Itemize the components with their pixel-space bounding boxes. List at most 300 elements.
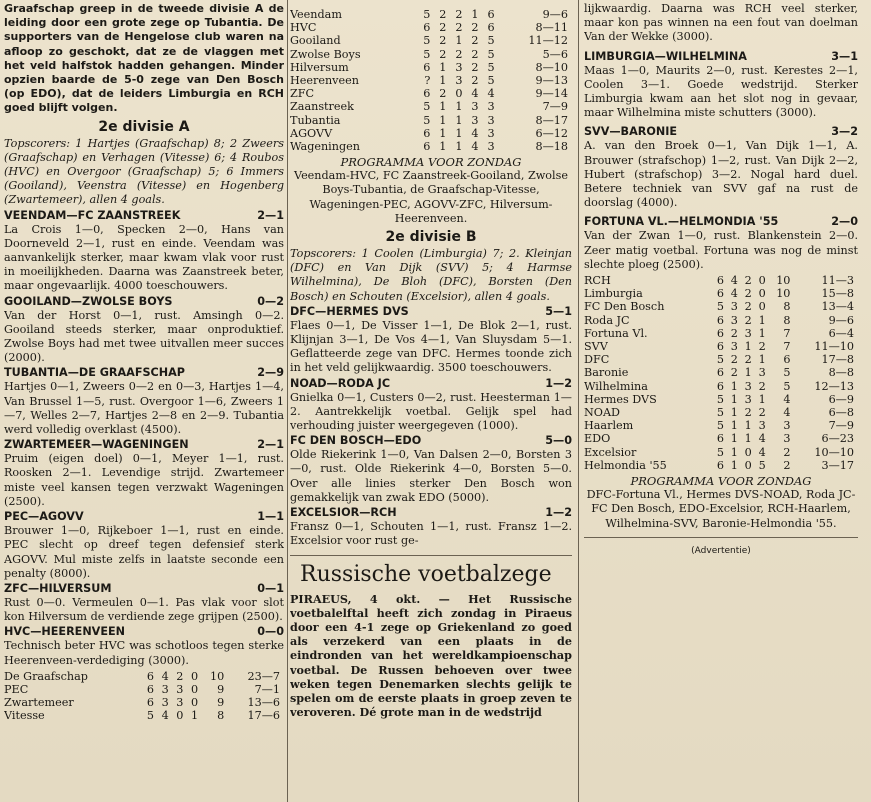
standings-value: 2 bbox=[176, 669, 184, 683]
team-name: Hermes DVS bbox=[584, 392, 657, 406]
match-text: Fransz 0—1, Schouten 1—1, rust. Fransz 1—2. Excelsior voor rust ge- bbox=[290, 520, 572, 548]
team-name: Hilversum bbox=[290, 60, 349, 74]
standings-value: 0 bbox=[758, 300, 766, 314]
match-teams: EXCELSIOR—RCH bbox=[290, 506, 397, 520]
standings-value: 1 bbox=[730, 392, 738, 406]
standings-row bbox=[584, 353, 854, 366]
standings-value: 3 bbox=[730, 313, 738, 327]
standings-value: 3 bbox=[758, 419, 766, 433]
standings-value: 3 bbox=[455, 74, 463, 88]
standings-value: 10 bbox=[776, 287, 791, 301]
match-report bbox=[584, 49, 858, 121]
standings-value: 6 bbox=[487, 8, 495, 21]
match-teams: FC DEN BOSCH—EDO bbox=[290, 434, 422, 448]
standings-value: 6 bbox=[146, 696, 155, 710]
standings-value: 2 bbox=[730, 326, 738, 340]
team-name: Roda JC bbox=[584, 313, 630, 327]
standings-value: 6 bbox=[423, 60, 431, 74]
standings-value: 2 bbox=[730, 366, 738, 380]
match-score: 1—1 bbox=[257, 510, 284, 524]
standings-row bbox=[290, 127, 568, 140]
match-text: Technisch beter HVC was schotloos tegen sterke Heerenveen-verdediging (3000). bbox=[4, 639, 284, 667]
standings-value: 2 bbox=[439, 47, 447, 61]
standings-value: 2 bbox=[471, 21, 479, 35]
standings-value: 4 bbox=[730, 274, 738, 288]
team-name: RCH bbox=[584, 274, 611, 288]
standings-value: 0 bbox=[744, 458, 752, 472]
team-name: AGOVV bbox=[290, 126, 333, 140]
standings-value: 5 bbox=[487, 47, 495, 61]
standings-row bbox=[290, 74, 568, 87]
standings-value: 5 bbox=[146, 709, 155, 723]
article-headline: Russische voetbalzege bbox=[300, 561, 552, 587]
standings-value: 11—3 bbox=[821, 274, 854, 288]
standings-value: 3 bbox=[161, 682, 169, 696]
team-name: Wageningen bbox=[290, 140, 360, 154]
standings-value: 7 bbox=[783, 326, 791, 340]
standings-value: 3 bbox=[758, 366, 766, 380]
standings-value: 2 bbox=[455, 47, 463, 61]
team-name: PEC bbox=[4, 682, 29, 696]
standings-value: 8—8 bbox=[828, 366, 854, 380]
standings-value: 1 bbox=[758, 353, 766, 367]
standings-value: 9 bbox=[217, 682, 225, 696]
match-text: Gnielka 0—1, Custers 0—2, rust. Heesterman 1—2. Aantrekkelijk voetbal. Gelijk spel had verhouding juister weergegeven (1000). bbox=[290, 390, 572, 433]
standings-row bbox=[584, 300, 854, 313]
standings-value: 5 bbox=[423, 113, 431, 127]
team-name: ZFC bbox=[290, 87, 315, 101]
team-name: Wilhelmina bbox=[584, 379, 648, 393]
standings-value: 4 bbox=[758, 432, 766, 446]
match-teams: GOOILAND—ZWOLSE BOYS bbox=[4, 294, 173, 308]
standings-value: 3 bbox=[730, 340, 738, 354]
standings-value: 6 bbox=[716, 313, 725, 327]
standings-value: 8 bbox=[783, 300, 791, 314]
match-score: 2—1 bbox=[257, 438, 284, 452]
standings-value: 8—18 bbox=[535, 140, 568, 154]
standings-value: 4 bbox=[471, 140, 479, 154]
standings-value: 1 bbox=[744, 419, 752, 433]
standings-value: 6 bbox=[716, 432, 725, 446]
standings-value: 6—8 bbox=[828, 406, 854, 420]
article-divider bbox=[290, 555, 572, 556]
standings-value: 4 bbox=[730, 287, 738, 301]
match-teams: ZWARTEMEER—WAGENINGEN bbox=[4, 438, 189, 452]
column-rule bbox=[578, 0, 579, 802]
standings-row bbox=[290, 100, 568, 113]
topscorers: Topscorers: 1 Hartjes (Graafschap) 8; 2 Zweers (Graafschap) en Verhagen (Vitesse) 6; 4 Roubos (HVC) en Overgoor (Graafschap) 5; 6 Immers (Gooiland), Veenstra (Vitesse) en Hogenberg (Zwartemeer), allen 4 goals. bbox=[4, 136, 284, 207]
standings-value: 5 bbox=[423, 34, 431, 48]
standings-row bbox=[584, 419, 854, 432]
team-name: HVC bbox=[290, 21, 317, 35]
match-report bbox=[290, 376, 572, 434]
team-name: DFC bbox=[584, 353, 610, 367]
standings-value: 6 bbox=[716, 366, 725, 380]
standings-value: 8—11 bbox=[535, 21, 568, 35]
programma-text: DFC-Fortuna Vl., Hermes DVS-NOAD, Roda JC-FC Den Bosch, EDO-Excelsior, RCH-Haarlem, Wilhelmina-SVV, Baronie-Helmondia '55. bbox=[586, 488, 856, 530]
standings-value: 4 bbox=[487, 87, 495, 101]
standings-value: 2 bbox=[758, 379, 766, 393]
standings-row bbox=[290, 21, 568, 34]
programma-heading: PROGRAMMA VOOR ZONDAG bbox=[340, 155, 522, 170]
team-name: Haarlem bbox=[584, 419, 634, 433]
standings-value: 10 bbox=[210, 669, 225, 683]
standings-value: 2 bbox=[744, 313, 752, 327]
standings-value: 5—6 bbox=[542, 47, 568, 61]
standings-value: 0 bbox=[744, 445, 752, 459]
standings-value: 5 bbox=[716, 392, 725, 406]
standings-value: 11—12 bbox=[528, 34, 568, 48]
team-name: Gooiland bbox=[290, 34, 341, 48]
standings-value: 3 bbox=[487, 100, 495, 114]
standings-value: 3—17 bbox=[821, 458, 854, 472]
standings-value: 6 bbox=[146, 669, 155, 683]
topscorers: Topscorers: 1 Coolen (Limburgia) 7; 2. Kleinjan (DFC) en Van Dijk (SVV) 5; 4 Harmse Wilhelmina), De Bloh (DFC), Borsten (Den Bosch) en Schouten (Excelsior), allen 4 goals. bbox=[290, 247, 572, 303]
section-title: 2e divisie A bbox=[98, 118, 190, 135]
column-3 bbox=[584, 0, 858, 556]
match-teams: LIMBURGIA—WILHELMINA bbox=[584, 49, 747, 63]
standings-row bbox=[290, 61, 568, 74]
match-text: A. van den Broek 0—1, Van Dijk 1—1, A. Brouwer (strafschop) 1—2, rust. Van Dijk 2—2, Hubert (strafschop) 3—2. Nogal hard duel. Betere techniek van SVV gaf na rust de doorslag (4000). bbox=[584, 139, 858, 210]
match-text: Flaes 0—1, De Visser 1—1, De Blok 2—1, rust. Klijnjan 3—1, De Vos 4—1, Van Sluysdam 5—1. Geflatteerde zege van DFC. Hermes toonde zich in het veld gelijkwaardig. 3500 toeschouwers. bbox=[290, 318, 572, 375]
standings-value: 2 bbox=[744, 353, 752, 367]
standings-row bbox=[584, 314, 854, 327]
standings-value: 1 bbox=[758, 326, 766, 340]
standings-value: 1 bbox=[730, 419, 738, 433]
advert-label: (Advertentie) bbox=[691, 545, 751, 556]
standings-value: 3 bbox=[487, 140, 495, 154]
standings-value: 1 bbox=[758, 313, 766, 327]
team-name: NOAD bbox=[584, 406, 621, 420]
standings-value: 9—6 bbox=[828, 313, 854, 327]
standings-value: 3 bbox=[176, 696, 184, 710]
standings-value: 3 bbox=[471, 100, 479, 114]
standings-value: 6 bbox=[423, 21, 431, 35]
standings-value: 9 bbox=[217, 696, 225, 710]
standings-row bbox=[4, 696, 280, 709]
standings-row bbox=[290, 140, 568, 153]
standings-row bbox=[584, 340, 854, 353]
team-name: Zaanstreek bbox=[290, 100, 354, 114]
standings-value: 5 bbox=[487, 34, 495, 48]
standings-value: 3 bbox=[487, 113, 495, 127]
standings-value: 0 bbox=[455, 87, 463, 101]
match-score: 2—0 bbox=[831, 215, 858, 229]
standings-row bbox=[290, 114, 568, 127]
standings-value: 6—4 bbox=[828, 326, 854, 340]
column-2 bbox=[290, 0, 572, 719]
standings-value: 3 bbox=[744, 392, 752, 406]
standings-value: 6 bbox=[716, 379, 725, 393]
match-score: 1—2 bbox=[545, 506, 572, 520]
standings-value: 8 bbox=[783, 313, 791, 327]
standings-value: 3 bbox=[161, 696, 169, 710]
standings-value: 1 bbox=[744, 340, 752, 354]
match-teams: PEC—AGOVV bbox=[4, 510, 84, 524]
standings-value: 2 bbox=[758, 406, 766, 420]
standings-value: 1 bbox=[439, 126, 447, 140]
standings-value: 1 bbox=[744, 366, 752, 380]
standings-value: 6 bbox=[716, 458, 725, 472]
standings-value: 3 bbox=[783, 419, 791, 433]
standings-value: 7 bbox=[783, 340, 791, 354]
standings-row bbox=[290, 87, 568, 100]
ad-divider bbox=[584, 537, 858, 538]
match-report bbox=[290, 505, 572, 548]
standings-value: 13—4 bbox=[821, 300, 854, 314]
programma-heading: PROGRAMMA VOOR ZONDAG bbox=[630, 474, 812, 489]
standings-value: 8—10 bbox=[535, 60, 568, 74]
standings-row bbox=[584, 274, 854, 287]
standings-value: 5 bbox=[423, 100, 431, 114]
standings-value: 3 bbox=[176, 682, 184, 696]
team-name: Veendam bbox=[290, 8, 342, 21]
match-teams: NOAD—RODA JC bbox=[290, 376, 391, 390]
standings-value: 4 bbox=[783, 406, 791, 420]
standings-value: 2 bbox=[439, 21, 447, 35]
standings-value: 3 bbox=[487, 126, 495, 140]
match-teams: FORTUNA VL.—HELMONDIA '55 bbox=[584, 215, 779, 229]
standings-value: 5 bbox=[716, 419, 725, 433]
standings-value: 4 bbox=[471, 87, 479, 101]
standings-value: 6 bbox=[783, 353, 791, 367]
match-text: Rust 0—0. Vermeulen 0—1. Pas vlak voor slot kon Hilversum de verdiende zege grijpen (2500). bbox=[4, 595, 284, 624]
standings-value: 2 bbox=[744, 406, 752, 420]
standings-value: 8—17 bbox=[535, 113, 568, 127]
match-report bbox=[584, 214, 858, 272]
standings-value: 1 bbox=[439, 100, 447, 114]
match-score: 2—9 bbox=[257, 366, 284, 380]
match-score: 0—0 bbox=[257, 625, 284, 639]
standings-value: 2 bbox=[455, 21, 463, 35]
match-score: 2—1 bbox=[257, 208, 284, 222]
standings-value: 9—13 bbox=[535, 74, 568, 88]
match-text: Pruim (eigen doel) 0—1, Meyer 1—1, rust. Roosken 2—1. Levendige strijd. Zwartemeer miste veel kansen tegen verzwakt Wageningen (2500). bbox=[4, 452, 284, 508]
team-name: Excelsior bbox=[584, 445, 637, 459]
standings-value: 4 bbox=[161, 669, 169, 683]
match-score: 1—2 bbox=[545, 376, 572, 390]
match-report bbox=[290, 304, 572, 376]
standings-value: 5 bbox=[758, 458, 766, 472]
team-name: Tubantia bbox=[290, 113, 341, 127]
standings-value: 1 bbox=[730, 379, 738, 393]
match-report bbox=[4, 365, 284, 437]
standings-value: 6 bbox=[716, 326, 725, 340]
match-score: 0—1 bbox=[257, 581, 284, 595]
standings-row bbox=[290, 48, 568, 61]
standings-value: 1 bbox=[455, 113, 463, 127]
match-text: Hartjes 0—1, Zweers 0—2 en 0—3, Hartjes 1—4, Van Brussel 1—5, rust. Overgoor 1—6, Zweers 1—7, Welles 2—7, Hartjes 2—8 en 2—9. Tubantia werd volledig overklast (4500). bbox=[4, 380, 284, 437]
standings-row bbox=[584, 432, 854, 445]
standings-value: 3 bbox=[455, 60, 463, 74]
team-name: Vitesse bbox=[4, 709, 45, 723]
standings-value: 5 bbox=[716, 300, 725, 314]
standings-value: 8 bbox=[217, 709, 225, 723]
standings-value: 5 bbox=[716, 406, 725, 420]
standings-row bbox=[584, 459, 854, 472]
standings-value: 1 bbox=[471, 8, 479, 21]
match-score: 3—2 bbox=[831, 125, 858, 139]
match-text: Olde Riekerink 1—0, Van Dalsen 2—0, Borsten 3—0, rust. Olde Riekerink 4—0, Borsten 5—0. Over alle linies sterker Den Bosch won gemakkelijk van zwak EDO (5000). bbox=[290, 448, 572, 504]
match-report bbox=[4, 624, 284, 667]
standings-value: 17—6 bbox=[247, 709, 280, 723]
match-score: 0—2 bbox=[257, 294, 284, 308]
standings-value: 13—6 bbox=[247, 696, 280, 710]
team-name: Limburgia bbox=[584, 287, 643, 301]
standings-row bbox=[584, 327, 854, 340]
standings-value: 1 bbox=[455, 140, 463, 154]
column-rule bbox=[287, 0, 288, 802]
standings-value: 0 bbox=[191, 696, 199, 710]
standings-value: 3 bbox=[744, 379, 752, 393]
match-report bbox=[290, 433, 572, 505]
standings-value: 6—23 bbox=[821, 432, 854, 446]
standings-value: 5 bbox=[716, 445, 725, 459]
standings-value: 1 bbox=[730, 406, 738, 420]
standings-value: 4 bbox=[783, 392, 791, 406]
match-teams: HVC—HEERENVEEN bbox=[4, 625, 125, 639]
standings-value: 4 bbox=[161, 709, 169, 723]
standings-value: 1 bbox=[439, 113, 447, 127]
standings-value: 2 bbox=[439, 8, 447, 21]
team-name: Baronie bbox=[584, 366, 629, 380]
standings-value: 1 bbox=[439, 140, 447, 154]
standings-table bbox=[4, 670, 280, 723]
standings-value: 5 bbox=[487, 74, 495, 88]
match-teams: ZFC—HILVERSUM bbox=[4, 581, 112, 595]
match-teams: VEENDAM—FC ZAANSTREEK bbox=[4, 208, 181, 222]
standings-value: 6 bbox=[423, 87, 431, 101]
standings-value: 1 bbox=[730, 432, 738, 446]
standings-value: 7—9 bbox=[542, 100, 568, 114]
match-text: La Crois 1—0, Specken 2—0, Hans van Doorneveld 2—1, rust en einde. Veendam was aanvankelijk sterker, maar kwam vlak voor rust in moeilijkheden. Daarna was Zaanstreek beter, maar ongevaarlijk. 4000 toeschouwers. bbox=[4, 222, 284, 293]
standings-row bbox=[4, 670, 280, 683]
standings-value: 15—8 bbox=[821, 287, 854, 301]
match-score: 3—1 bbox=[831, 49, 858, 63]
standings-value: 4 bbox=[471, 126, 479, 140]
standings-value: 10 bbox=[776, 274, 791, 288]
team-name: Helmondia '55 bbox=[584, 458, 667, 472]
standings-value: 17—8 bbox=[821, 353, 854, 367]
standings-row bbox=[584, 287, 854, 300]
standings-value: 9—14 bbox=[535, 87, 568, 101]
standings-value: 9—6 bbox=[542, 8, 568, 21]
match-text-continued: lijkwaardig. Daarna was RCH veel sterker, maar kon pas winnen na een fout van doelman Van der Wekke (3000). bbox=[584, 2, 858, 44]
standings-value: 2 bbox=[471, 60, 479, 74]
team-name: SVV bbox=[584, 340, 608, 354]
standings-value: 5 bbox=[783, 366, 791, 380]
standings-value: 4 bbox=[758, 445, 766, 459]
standings-value: 3 bbox=[744, 326, 752, 340]
match-text: Maas 1—0, Maurits 2—0, rust. Kerestes 2—1, Coolen 3—1. Goede wedstrijd. Sterker Limburgia kwam aan het slot nog in gevaar, maar Wilhelmina miste schutters (3000). bbox=[584, 63, 858, 120]
standings-value: 3 bbox=[471, 113, 479, 127]
standings-value: 1 bbox=[758, 392, 766, 406]
standings-value: 6—12 bbox=[535, 126, 568, 140]
team-name: EDO bbox=[584, 432, 611, 446]
standings-value: 1 bbox=[455, 100, 463, 114]
standings-value: 5 bbox=[423, 47, 431, 61]
standings-value: 7—1 bbox=[254, 682, 280, 696]
standings-value: 23—7 bbox=[247, 669, 280, 683]
standings-value: 2 bbox=[471, 47, 479, 61]
match-teams: TUBANTIA—DE GRAAFSCHAP bbox=[4, 366, 185, 380]
standings-value: 2 bbox=[744, 274, 752, 288]
column-1 bbox=[4, 0, 284, 723]
standings-table bbox=[584, 274, 854, 472]
standings-value: 2 bbox=[744, 300, 752, 314]
standings-value: 3 bbox=[730, 300, 738, 314]
standings-value: 6 bbox=[423, 126, 431, 140]
team-name: De Graafschap bbox=[4, 669, 88, 683]
match-report bbox=[584, 124, 858, 210]
match-report bbox=[4, 437, 284, 509]
standings-value: 6 bbox=[716, 274, 725, 288]
match-report bbox=[4, 581, 284, 624]
standings-value: 2 bbox=[439, 34, 447, 48]
standings-value: 1 bbox=[191, 709, 199, 723]
team-name: Fortuna Vl. bbox=[584, 326, 648, 340]
programma-text: Veendam-HVC, FC Zaanstreek-Gooiland, Zwolse Boys-Tubantia, de Graafschap-Vitesse, Wageningen-PEC, AGOVV-ZFC, Hilversum-Heerenveen. bbox=[294, 169, 568, 225]
standings-row bbox=[4, 709, 280, 722]
standings-value: 5 bbox=[487, 60, 495, 74]
standings-value: 1 bbox=[744, 432, 752, 446]
standings-value: 5 bbox=[783, 379, 791, 393]
match-report bbox=[4, 208, 284, 294]
standings-value: 7—9 bbox=[828, 419, 854, 433]
standings-value: 0 bbox=[758, 274, 766, 288]
standings-value: 0 bbox=[758, 287, 766, 301]
standings-value: 1 bbox=[730, 445, 738, 459]
match-teams: SVV—BARONIE bbox=[584, 125, 678, 139]
standings-value: 6 bbox=[146, 682, 155, 696]
match-report bbox=[4, 509, 284, 581]
standings-value: 2 bbox=[455, 8, 463, 21]
standings-table bbox=[290, 8, 568, 153]
standings-row bbox=[584, 366, 854, 379]
standings-value: 6 bbox=[716, 340, 725, 354]
standings-value: 5 bbox=[423, 8, 431, 21]
standings-value: 12—13 bbox=[814, 379, 854, 393]
standings-row bbox=[584, 393, 854, 406]
standings-value: 2 bbox=[783, 445, 791, 459]
standings-value: 3 bbox=[783, 432, 791, 446]
standings-value: 2 bbox=[783, 458, 791, 472]
match-report bbox=[4, 294, 284, 366]
standings-value: 2 bbox=[744, 287, 752, 301]
standings-value: 5 bbox=[716, 353, 725, 367]
standings-value: 6—9 bbox=[828, 392, 854, 406]
standings-row bbox=[584, 380, 854, 393]
standings-value: 6 bbox=[423, 140, 431, 154]
team-name: Zwolse Boys bbox=[290, 47, 361, 61]
standings-value: 6 bbox=[487, 21, 495, 35]
standings-row bbox=[4, 683, 280, 696]
standings-value: 2 bbox=[730, 353, 738, 367]
standings-row bbox=[290, 8, 568, 21]
match-score: 5—0 bbox=[545, 434, 572, 448]
match-text: Van der Horst 0—1, rust. Amsingh 0—2. Gooiland steeds sterker, maar onproduktief. Zwolse Boys had met twee uitvallen meer succes (2000). bbox=[4, 308, 284, 365]
team-name: Zwartemeer bbox=[4, 696, 74, 710]
standings-value: 1 bbox=[439, 60, 447, 74]
match-teams: DFC—HERMES DVS bbox=[290, 304, 409, 318]
standings-value: 2 bbox=[471, 74, 479, 88]
standings-value: 1 bbox=[730, 458, 738, 472]
standings-value: 0 bbox=[191, 669, 199, 683]
article-body: PIRAEUS, 4 okt. — Het Russische voetbalelftal heeft zich zondag in Piraeus door een 4-1 zege op Griekenland zo goed als verzekerd van een plaats in de eindronden van het wereldkampioenschap voetbal. De Russen behoeven over twee weken tegen Denemarken slechts gelijk te spelen om de eerste plaats in groep zeven te veroveren. Dé grote man in de wedstrijd bbox=[290, 591, 572, 720]
match-text: Van der Zwan 1—0, rust. Blankenstein 2—0. Zeer matig voetbal. Fortuna was nog de minst slechte ploeg (2500). bbox=[584, 229, 858, 271]
standings-row bbox=[290, 34, 568, 47]
standings-value: 6 bbox=[716, 287, 725, 301]
